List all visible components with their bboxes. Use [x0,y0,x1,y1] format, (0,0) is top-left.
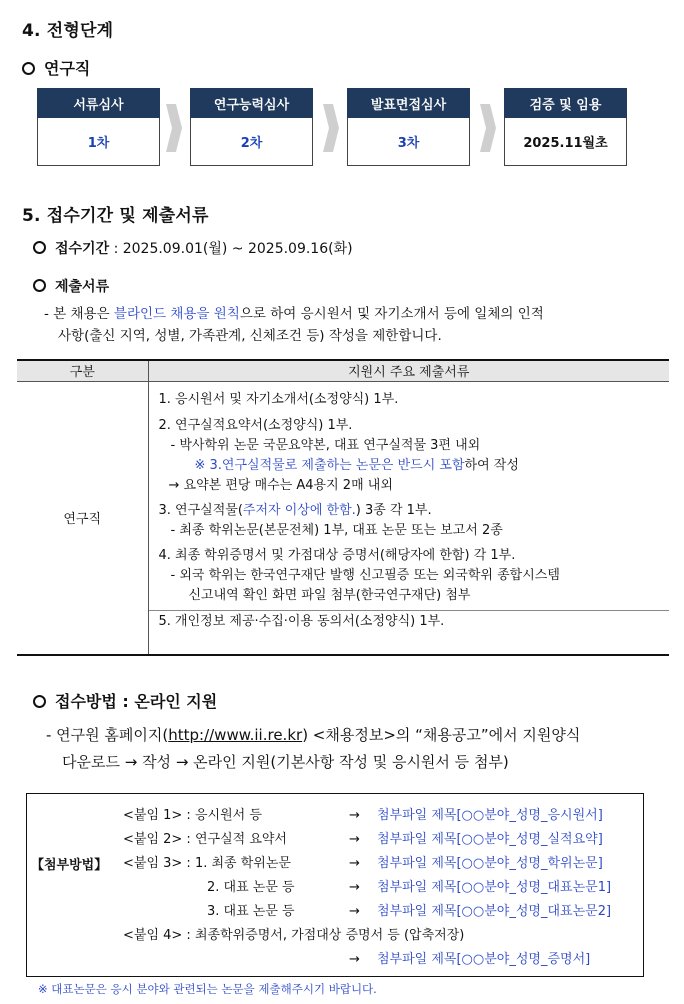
docs-heading: 제출서류 [33,276,109,296]
chevron-right-icon [323,104,339,152]
doc-item-2b: ※ 3.연구실적물로 제출하는 논문은 반드시 포함하여 작성 [194,457,519,473]
doc-item-5: 5. 개인정보 제공·수집·이용 동의서(소정양식) 1부. [158,613,445,629]
step-1 [37,88,160,166]
chevron-right-icon [166,104,182,152]
step-4-value: 2025.11월초 [504,118,627,166]
doc-item-4: 4. 최종 학위증명서 및 가점대상 증명서(해당자에 한함) 각 1부. [158,547,516,563]
step-3-name: 발표면접심사 [347,88,470,118]
category-cell: 연구직 [17,381,148,655]
attachment-method-box: 【첨부방법】 <붙임 1> : 응시원서 등 → 첨부파일 제목[○○분야_성명_응시원서] <붙임 2> : 연구실적 요약서 → 첨부파일 제목[○○분야_성명_실적요약] <붙임 3> : 1. 최종 학위논문 → 첨부파일 제목[○○분야_성명_학위논문] 2. 대표 논문 등 → 첨부파일 제목[○○분야_성명_대표논문1] 3. 대표 논문 등 → 첨부파일 제목[○○분야_성명_대표논문2] <붙임 4> : 최종학위증명서, 가점대상 증명서 등 (압축저장) → 첨부파일 제목[○○분야_성명_증명서] [26,793,644,977]
doc-item-1: 1. 응시원서 및 자기소개서(소정양식) 1부. [158,391,399,407]
period-row [33,238,353,258]
documents-table [17,359,669,656]
chevron-right-icon [480,104,496,152]
col-header-category: 구분 [17,360,148,381]
step-3 [347,88,470,166]
circle-bullet-icon [33,695,46,708]
step-2-name: 연구능력심사 [190,88,313,118]
step-4 [504,88,627,166]
step-2 [190,88,313,166]
step-1-name: 서류심사 [37,88,160,118]
footnote: ※ 대표논문은 응시 분야와 관련되는 논문을 제출해주시기 바랍니다. [38,982,377,996]
doc-item-2a: - 박사학위 논문 국문요약본, 대표 연구실적물 3편 내외 [170,437,481,453]
step-4-name: 검증 및 임용 [504,88,627,118]
doc-item-3: 3. 연구실적물(주저자 이상에 한함.) 3종 각 1부. [158,502,432,518]
blind-notice: - 본 채용은 블라인드 채용을 원칙으로 하여 응시원서 및 자기소개서 등에 일체의 인적 사항(출신 지역, 성별, 가족관계, 신체조건 등) 작성을 제한합니다. [44,306,544,344]
period-value: : 2025.09.01(월) ~ 2025.09.16(화) [113,241,353,257]
blind-emphasis: 블라인드 채용을 원칙 [113,306,240,322]
circle-bullet-icon [33,279,46,292]
circle-bullet-icon [22,62,35,75]
documents-cell [148,381,669,655]
attachment-label: 【첨부방법】 [31,858,108,873]
doc-item-4a: - 외국 학위는 한국연구재단 발행 신고필증 또는 외국학위 종합시스템 [170,567,560,583]
section4-subtitle: 연구직 [22,56,90,79]
col-header-documents: 지원시 주요 제출서류 [148,360,669,381]
step-3-value: 3차 [347,118,470,166]
method-title: 접수방법 : 온라인 지원 [33,689,217,712]
doc-item-2: 2. 연구실적요약서(소정양식) 1부. [158,417,353,433]
circle-bullet-icon [33,241,46,254]
method-text: - 연구원 홈페이지(http://www.ii.re.kr) <채용정보>의 “채용공고”에서 지원양식 다운로드 → 작성 → 온라인 지원(기본사항 작성 및 응시원서 등 첨부) [46,726,581,771]
section5-title: 5. 접수기간 및 제출서류 [22,206,209,226]
doc-item-4b: 신고내역 확인 화면 파일 첨부(한국연구재단) 첨부 [188,587,471,603]
homepage-link[interactable]: http://www.ii.re.kr [168,726,303,744]
step-1-value: 1차 [37,118,160,166]
doc-item-3a: - 최종 학위논문(본문전체) 1부, 대표 논문 또는 보고서 2종 [170,522,503,538]
doc-item-2c: → 요약본 편당 매수는 A4용지 2매 내외 [168,477,393,493]
period-label: 접수기간 [55,241,110,257]
section4-title: 4. 전형단계 [22,21,114,41]
step-2-value: 2차 [190,118,313,166]
